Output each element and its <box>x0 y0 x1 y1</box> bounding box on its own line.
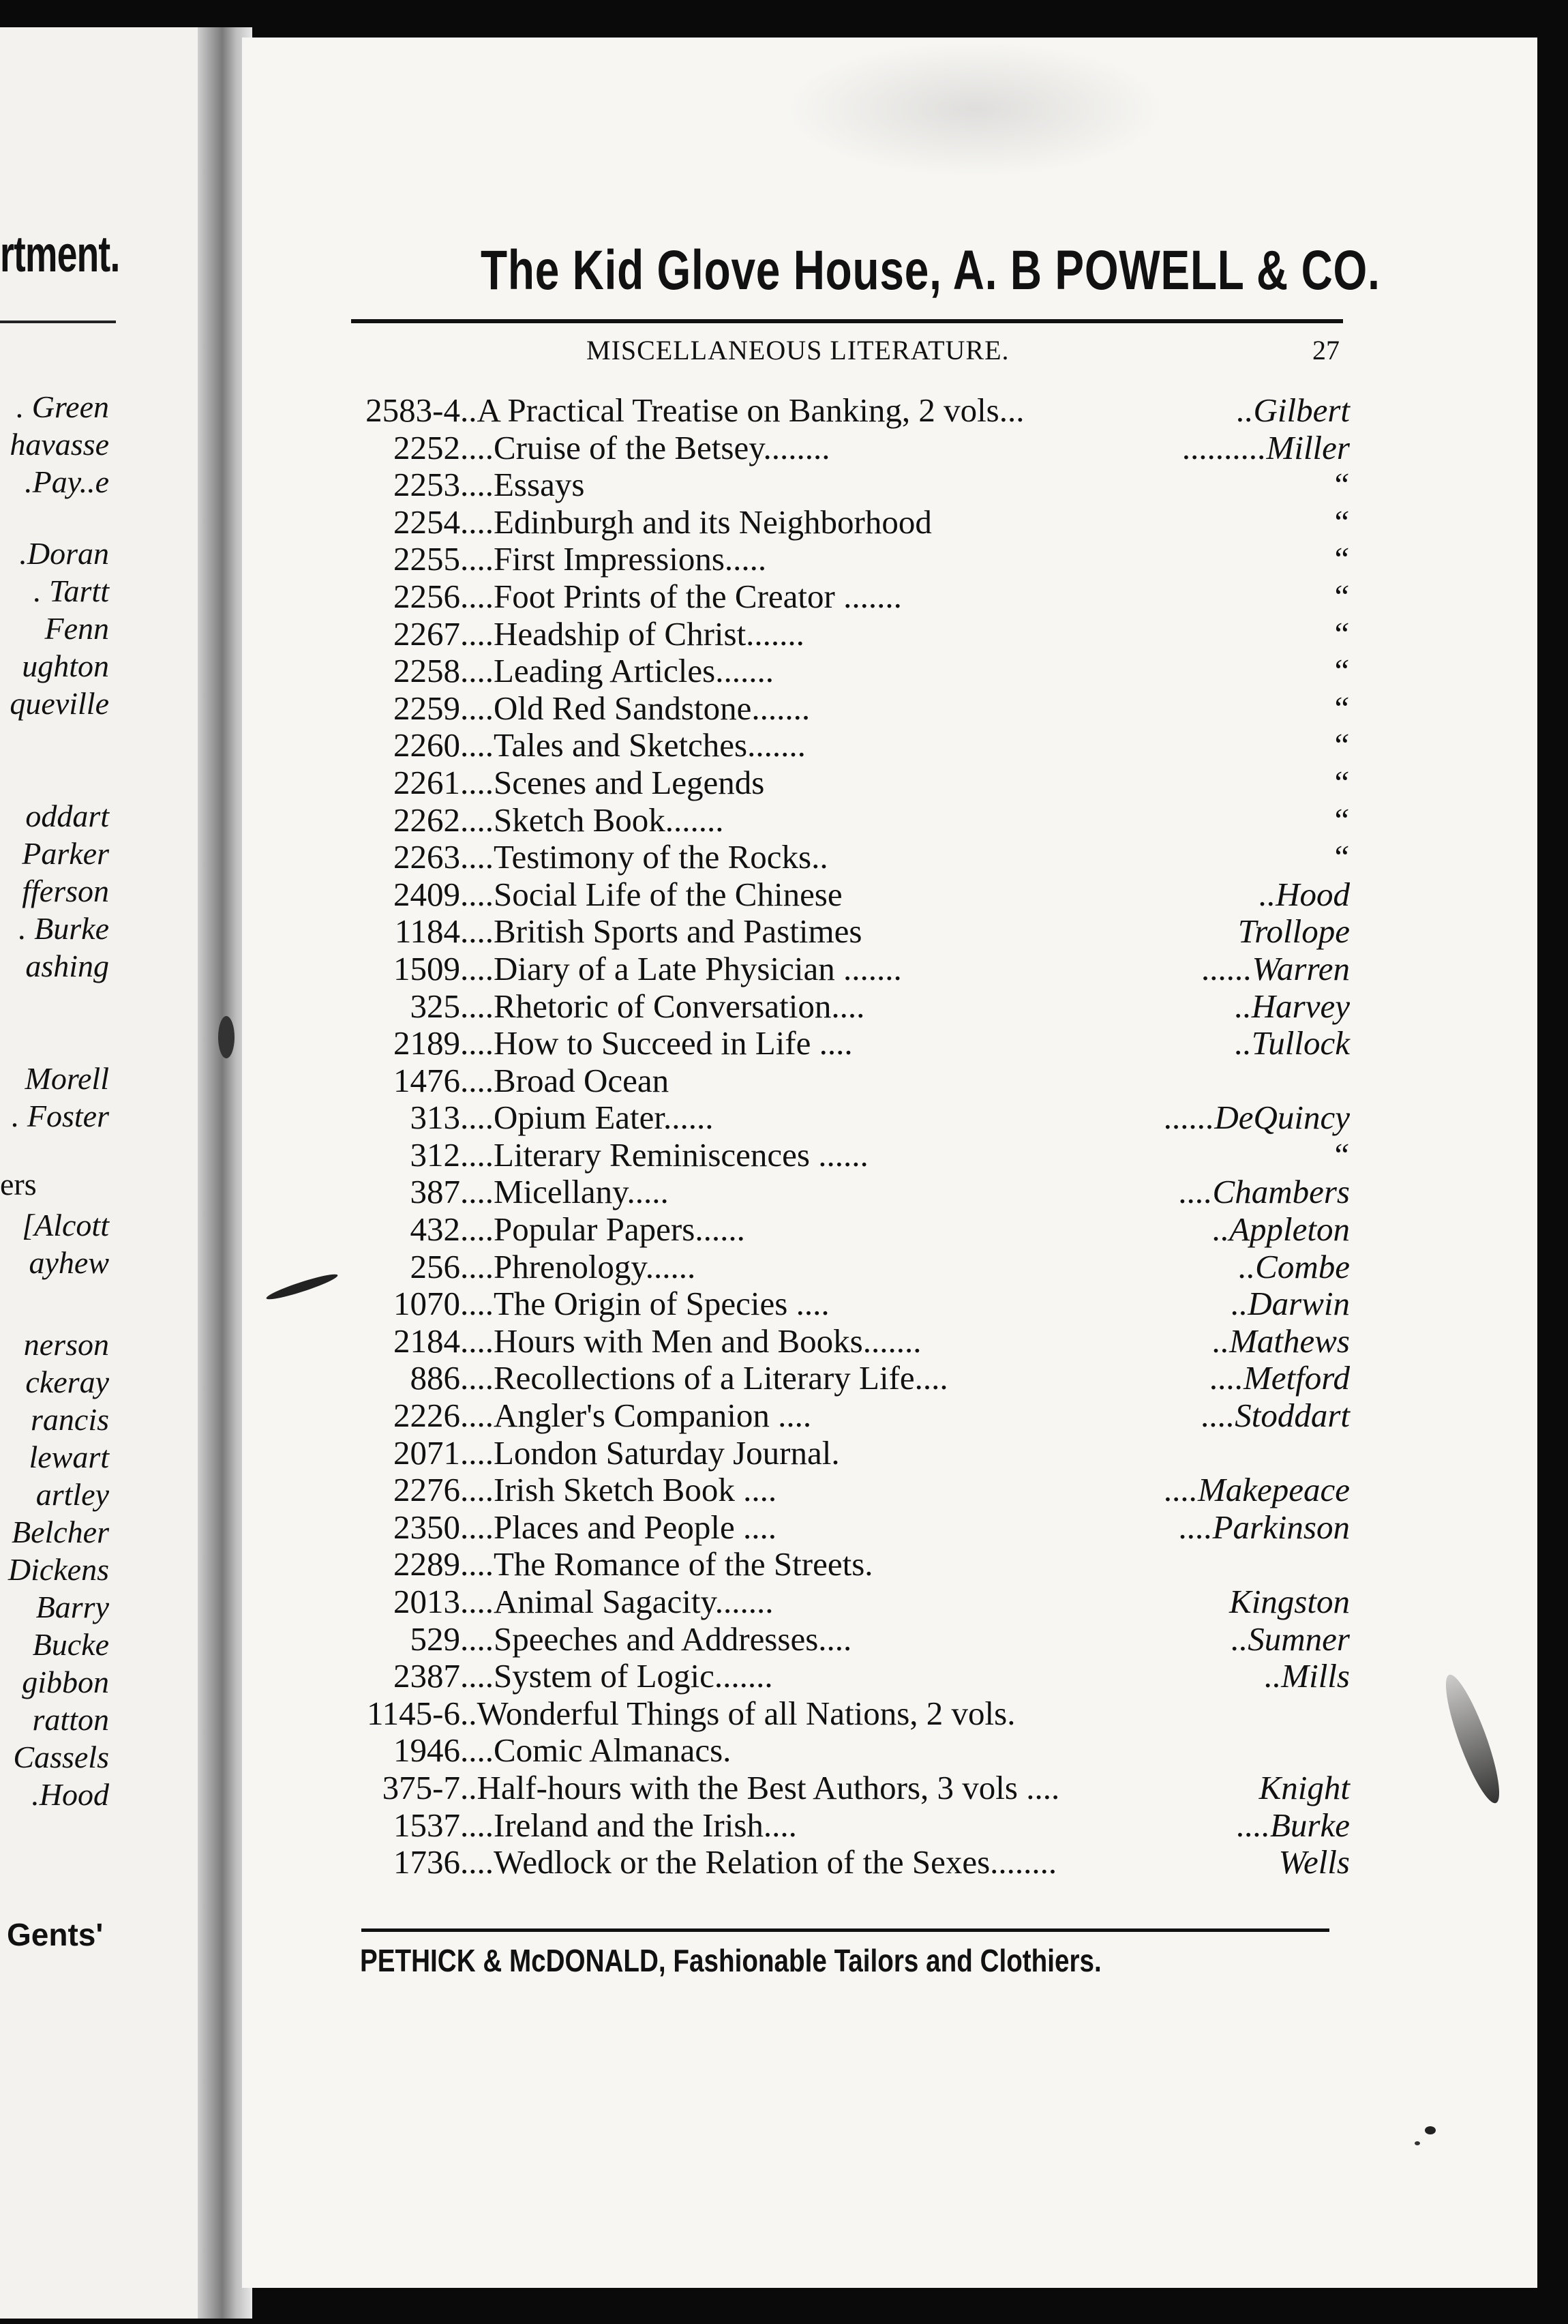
catalog-entry <box>351 690 1350 728</box>
entry-title: ....The Romance of the Streets. <box>460 1545 873 1583</box>
left-page-name: oddart <box>25 799 109 833</box>
left-page-name: havasse <box>10 427 109 462</box>
catalog-entry <box>351 466 1350 504</box>
left-page-name: ayhew <box>29 1245 109 1280</box>
entry-number: 375-7 <box>382 1768 460 1806</box>
left-page-name: .Pay..e <box>25 464 109 499</box>
catalog-entry <box>351 578 1350 616</box>
catalog-entry <box>351 1099 1350 1137</box>
entry-author: ..Gilbert <box>1236 391 1350 429</box>
entry-author: ....Chambers <box>1179 1173 1350 1211</box>
entry-number: 2267 <box>393 614 460 653</box>
left-page-name: . Burke <box>18 911 109 946</box>
entry-title: ..Wonderful Things of all Nations, 2 vols. <box>460 1694 1016 1732</box>
entry-title: ....Testimony of the Rocks.. <box>460 838 828 876</box>
entry-number: 2258 <box>393 652 460 690</box>
section-title: MISCELLANEOUS LITERATURE. <box>586 335 1010 366</box>
left-page-rule <box>0 321 116 323</box>
left-page-name: Cassels <box>13 1740 109 1774</box>
entry-author: ....Makepeace <box>1164 1471 1350 1509</box>
entry-number: 2184 <box>393 1322 460 1360</box>
entry-number: 2189 <box>393 1024 460 1062</box>
entry-number: 1537 <box>393 1806 460 1844</box>
entry-author: ..........Miller <box>1183 428 1350 466</box>
left-page-heading: rtment. <box>0 226 120 282</box>
entry-title: ....Rhetoric of Conversation.... <box>460 987 865 1025</box>
entry-number: 1509 <box>393 949 460 987</box>
entry-title: ....Animal Sagacity....... <box>460 1583 774 1620</box>
entry-number: 2253 <box>393 466 460 504</box>
catalog-entry <box>351 1397 1350 1435</box>
left-page-name: .Doran <box>19 536 109 571</box>
entry-author: “ <box>1331 763 1350 801</box>
entry-number: 1946 <box>393 1731 460 1770</box>
left-page-name: artley <box>35 1477 109 1512</box>
header-rule <box>351 319 1343 323</box>
entry-number: 2409 <box>393 875 460 913</box>
entry-title: ....Leading Articles....... <box>460 652 774 690</box>
left-page-name: Morell <box>25 1061 109 1096</box>
entry-author: ....Stoddart <box>1201 1397 1350 1435</box>
entry-title: ....British Sports and Pastimes <box>460 912 862 951</box>
left-page-name: Barry <box>35 1590 109 1624</box>
binding-hole <box>218 1016 235 1058</box>
entry-title: ....First Impressions..... <box>460 540 767 578</box>
ink-speck <box>1425 2126 1436 2134</box>
catalog-entry <box>351 1621 1350 1658</box>
left-page-bottom-text: Gents' <box>7 1917 104 1952</box>
entry-number: 2583-4 <box>365 391 460 429</box>
left-page-name: ers <box>0 1167 37 1202</box>
left-page-name: gibbon <box>22 1665 109 1699</box>
footer-advertisement: PETHICK & McDONALD, Fashionable Tailors and Clothiers. <box>360 1943 1102 1978</box>
entry-number: 325 <box>410 987 460 1025</box>
footer-rule <box>361 1928 1329 1932</box>
entry-number: 2289 <box>393 1545 460 1583</box>
catalog-entry <box>351 616 1350 653</box>
entry-title: ....Angler's Companion .... <box>460 1397 812 1435</box>
entry-number: 2254 <box>393 503 460 541</box>
catalog-entry <box>351 1807 1350 1845</box>
entry-title: ....Essays <box>460 466 585 504</box>
entry-title: ....Irish Sketch Book .... <box>460 1471 777 1509</box>
catalog-entry <box>351 1583 1350 1621</box>
entry-author: ......DeQuincy <box>1164 1099 1350 1137</box>
left-page <box>0 27 232 2319</box>
catalog-entry <box>351 392 1350 430</box>
entry-author: ..Combe <box>1238 1247 1350 1285</box>
entry-title: ....Diary of a Late Physician ....... <box>460 949 902 987</box>
catalog-entry <box>351 988 1350 1026</box>
entry-author: ..Appleton <box>1212 1210 1350 1249</box>
entry-number: 256 <box>410 1247 460 1285</box>
water-stain <box>784 41 1166 177</box>
catalog-entry <box>351 1658 1350 1695</box>
catalog-entry <box>351 1472 1350 1509</box>
catalog-entries <box>351 392 1350 1881</box>
entry-number: 1070 <box>393 1285 460 1323</box>
entry-author: “ <box>1331 801 1350 839</box>
entry-title: ....Recollections of a Literary Life.... <box>460 1359 948 1397</box>
entry-title: ....Opium Eater...... <box>460 1099 714 1137</box>
entry-number: 2252 <box>393 428 460 466</box>
entry-title: ..Half-hours with the Best Authors, 3 vols .... <box>460 1768 1060 1806</box>
catalog-entry <box>351 1211 1350 1249</box>
left-page-name: Belcher <box>11 1515 109 1549</box>
catalog-entry <box>351 1249 1350 1286</box>
catalog-entry <box>351 1137 1350 1174</box>
left-page-name: Bucke <box>32 1627 109 1662</box>
entry-number: 2259 <box>393 689 460 727</box>
catalog-entry <box>351 653 1350 690</box>
entry-author: “ <box>1331 726 1350 764</box>
entry-author: ..Mills <box>1264 1657 1350 1695</box>
entry-author: ..Darwin <box>1231 1285 1350 1323</box>
entry-title: ....Comic Almanacs. <box>460 1731 732 1770</box>
entry-author: “ <box>1331 838 1350 876</box>
entry-author: ..Hood <box>1258 875 1350 913</box>
entry-title: ....Sketch Book....... <box>460 801 724 839</box>
left-page-name: ratton <box>32 1702 109 1737</box>
catalog-entry <box>351 876 1350 914</box>
catalog-entry <box>351 430 1350 467</box>
entry-number: 1476 <box>393 1061 460 1099</box>
entry-title: ....Cruise of the Betsey........ <box>460 428 830 466</box>
entry-title: ....Headship of Christ....... <box>460 614 804 653</box>
entry-title: ....Wedlock or the Relation of the Sexes........ <box>460 1843 1057 1881</box>
entry-number: 2263 <box>393 838 460 876</box>
entry-title: ....Literary Reminiscences ...... <box>460 1135 869 1174</box>
entry-title: ....Ireland and the Irish.... <box>460 1806 797 1844</box>
entry-author: Wells <box>1278 1843 1350 1881</box>
entry-number: 2260 <box>393 726 460 764</box>
entry-author: Trollope <box>1237 912 1350 951</box>
entry-title: ....Old Red Sandstone....... <box>460 689 811 727</box>
catalog-entry <box>351 1174 1350 1211</box>
entry-number: 312 <box>410 1135 460 1174</box>
entry-author: ....Metford <box>1209 1359 1350 1397</box>
left-page-name: . Tartt <box>33 573 109 608</box>
catalog-entry <box>351 541 1350 578</box>
catalog-entry <box>351 839 1350 876</box>
entry-author: ......Warren <box>1202 949 1350 987</box>
left-page-name: . Foster <box>11 1099 109 1133</box>
catalog-entry <box>351 802 1350 839</box>
entry-number: 387 <box>410 1173 460 1211</box>
catalog-entry <box>351 504 1350 541</box>
entry-number: 2255 <box>393 540 460 578</box>
entry-number: 529 <box>410 1620 460 1658</box>
scan-border-right <box>1537 0 1568 2324</box>
entry-number: 2071 <box>393 1433 460 1472</box>
entry-title: ....How to Succeed in Life .... <box>460 1024 853 1062</box>
left-page-name: Parker <box>22 836 109 871</box>
entry-title: ....Scenes and Legends <box>460 763 765 801</box>
catalog-entry <box>351 1844 1350 1881</box>
catalog-entry <box>351 913 1350 951</box>
catalog-entry <box>351 764 1350 802</box>
catalog-entry <box>351 1695 1350 1733</box>
entry-number: 2013 <box>393 1583 460 1620</box>
entry-title: ....Tales and Sketches....... <box>460 726 806 764</box>
left-page-name: Dickens <box>7 1552 109 1587</box>
entry-author: “ <box>1331 466 1350 504</box>
entry-author: ....Burke <box>1237 1806 1350 1844</box>
catalog-entry <box>351 1732 1350 1770</box>
entry-title: ....System of Logic....... <box>460 1657 773 1695</box>
entry-number: 1145-6 <box>367 1694 460 1732</box>
entry-title: ....Popular Papers...... <box>460 1210 745 1249</box>
catalog-entry <box>351 727 1350 764</box>
entry-title: ....London Saturday Journal. <box>460 1433 840 1472</box>
entry-author: “ <box>1331 652 1350 690</box>
entry-title: ....Edinburgh and its Neighborhood <box>460 503 932 541</box>
entry-number: 2226 <box>393 1397 460 1435</box>
page-number: 27 <box>1312 335 1340 366</box>
entry-number: 2256 <box>393 577 460 615</box>
masthead-advertisement: The Kid Glove House, A. B POWELL & CO. <box>481 239 1381 301</box>
entry-title: ....Micellany..... <box>460 1173 669 1211</box>
entry-author: Knight <box>1258 1768 1350 1806</box>
entry-number: 2262 <box>393 801 460 839</box>
entry-author: ....Parkinson <box>1179 1508 1350 1546</box>
entry-title: ....Phrenology...... <box>460 1247 696 1285</box>
entry-number: 2387 <box>393 1657 460 1695</box>
entry-title: ....Places and People .... <box>460 1508 777 1546</box>
entry-number: 1184 <box>394 912 460 951</box>
left-page-name: Fenn <box>44 611 109 646</box>
left-page-name: queville <box>10 686 109 721</box>
entry-number: 2350 <box>393 1508 460 1546</box>
entry-author: “ <box>1331 1135 1350 1174</box>
entry-author: “ <box>1331 503 1350 541</box>
catalog-entry <box>351 1435 1350 1472</box>
left-page-name: ughton <box>22 649 109 683</box>
left-page-name: fferson <box>22 874 109 908</box>
entry-number: 1736 <box>393 1843 460 1881</box>
catalog-entry <box>351 951 1350 988</box>
entry-author: ..Sumner <box>1231 1620 1350 1658</box>
left-page-name: rancis <box>31 1402 109 1437</box>
catalog-entry <box>351 1323 1350 1360</box>
entry-title: ....Speeches and Addresses.... <box>460 1620 852 1658</box>
ink-speck <box>1415 2141 1420 2145</box>
entry-number: 2261 <box>393 763 460 801</box>
catalog-entry <box>351 1770 1350 1807</box>
catalog-entry <box>351 1285 1350 1323</box>
catalog-entry <box>351 1509 1350 1547</box>
left-page-name: [Alcott <box>22 1208 109 1242</box>
catalog-entry <box>351 1546 1350 1583</box>
entry-title: ....Foot Prints of the Creator ....... <box>460 577 902 615</box>
entry-author: “ <box>1331 540 1350 578</box>
left-page-name: nerson <box>23 1327 109 1362</box>
left-page-name: lewart <box>29 1440 109 1474</box>
entry-title: ....Social Life of the Chinese <box>460 875 843 913</box>
entry-author: “ <box>1331 614 1350 653</box>
entry-title: ..A Practical Treatise on Banking, 2 vols... <box>460 391 1025 429</box>
entry-author: ..Mathews <box>1212 1322 1350 1360</box>
entry-number: 313 <box>410 1099 460 1137</box>
entry-title: ....Broad Ocean <box>460 1061 669 1099</box>
catalog-entry <box>351 1360 1350 1397</box>
entry-author: ..Tullock <box>1235 1024 1350 1062</box>
entry-number: 432 <box>410 1210 460 1249</box>
entry-author: “ <box>1331 577 1350 615</box>
entry-number: 2276 <box>393 1471 460 1509</box>
entry-number: 886 <box>410 1359 460 1397</box>
catalog-entry <box>351 1062 1350 1100</box>
left-page-name: . Green <box>16 389 109 424</box>
entry-author: Kingston <box>1229 1583 1350 1620</box>
entry-title: ....The Origin of Species .... <box>460 1285 830 1323</box>
left-page-name: .Hood <box>31 1777 109 1812</box>
entry-title: ....Hours with Men and Books....... <box>460 1322 922 1360</box>
catalog-entry <box>351 1025 1350 1062</box>
entry-author: ..Harvey <box>1235 987 1350 1025</box>
left-page-name: ckeray <box>25 1365 109 1399</box>
left-page-name: ashing <box>25 949 109 983</box>
entry-author: “ <box>1331 689 1350 727</box>
